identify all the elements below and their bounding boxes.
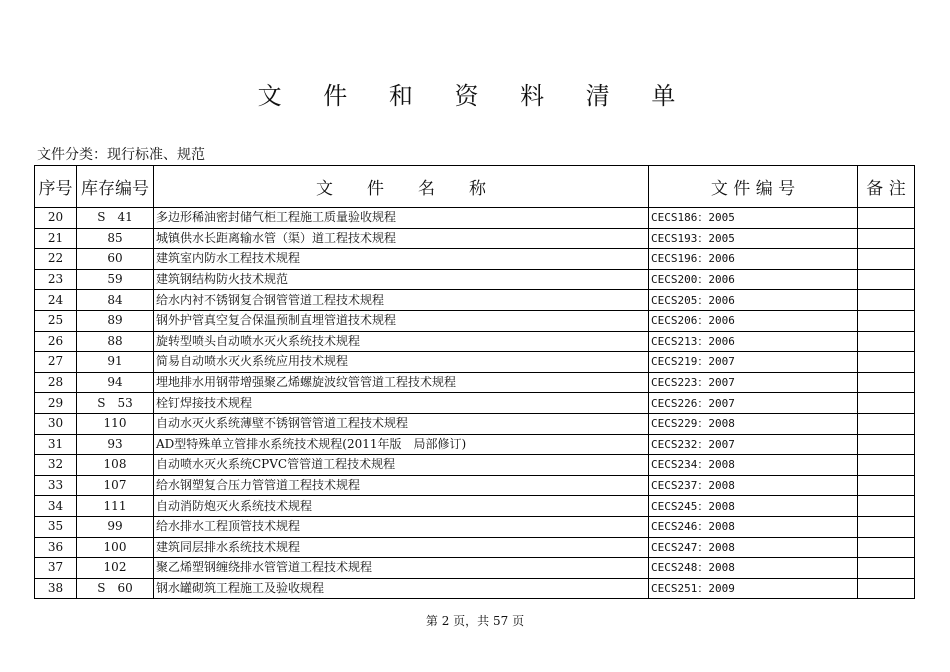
- table-row: [35, 496, 915, 517]
- row-file-number: CECS246：2008: [649, 516, 858, 537]
- row-seq: 31: [35, 434, 77, 455]
- table-row: [35, 455, 915, 476]
- row-inventory-number: S 41: [77, 208, 154, 229]
- header-remark: 备 注: [858, 166, 915, 208]
- row-seq: 20: [35, 208, 77, 229]
- row-remark: [858, 455, 915, 476]
- row-remark: [858, 578, 915, 599]
- row-inventory-number: 93: [77, 434, 154, 455]
- row-seq: 25: [35, 310, 77, 331]
- row-seq: 27: [35, 352, 77, 373]
- row-remark: [858, 434, 915, 455]
- table-row: [35, 228, 915, 249]
- header-file-name: 文 件 名 称: [154, 166, 649, 208]
- row-file-name: 自动水灭火系统薄壁不锈钢管管道工程技术规程: [154, 413, 649, 434]
- table-row: [35, 372, 915, 393]
- row-file-number: CECS205：2006: [649, 290, 858, 311]
- row-seq: 37: [35, 558, 77, 579]
- row-inventory-number: 99: [77, 516, 154, 537]
- table-row: [35, 475, 915, 496]
- row-file-number: CECS251：2009: [649, 578, 858, 599]
- row-file-name: 自动消防炮灭火系统技术规程: [154, 496, 649, 517]
- row-file-number: CECS245：2008: [649, 496, 858, 517]
- table-row: [35, 434, 915, 455]
- row-inventory-number: 60: [77, 249, 154, 270]
- table-row: [35, 290, 915, 311]
- row-inventory-number: 84: [77, 290, 154, 311]
- row-remark: [858, 331, 915, 352]
- row-seq: 33: [35, 475, 77, 496]
- row-file-name: 自动喷水灭火系统CPVC管管道工程技术规程: [154, 455, 649, 476]
- row-inventory-number: 89: [77, 310, 154, 331]
- row-file-name: 钢外护管真空复合保温预制直埋管道技术规程: [154, 310, 649, 331]
- table-row: [35, 537, 915, 558]
- row-inventory-number: 110: [77, 413, 154, 434]
- row-file-number: CECS206：2006: [649, 310, 858, 331]
- row-file-name: AD型特殊单立管排水系统技术规程(2011年版 局部修订): [154, 434, 649, 455]
- row-remark: [858, 352, 915, 373]
- row-remark: [858, 372, 915, 393]
- row-file-number: CECS223：2007: [649, 372, 858, 393]
- row-file-number: CECS229：2008: [649, 413, 858, 434]
- row-inventory-number: 102: [77, 558, 154, 579]
- row-remark: [858, 290, 915, 311]
- table-row: [35, 393, 915, 414]
- row-file-number: CECS234：2008: [649, 455, 858, 476]
- row-seq: 32: [35, 455, 77, 476]
- row-seq: 29: [35, 393, 77, 414]
- row-seq: 38: [35, 578, 77, 599]
- file-category-label: 文件分类：现行标准、规范: [37, 147, 205, 163]
- row-remark: [858, 393, 915, 414]
- row-file-number: CECS248：2008: [649, 558, 858, 579]
- table-row: [35, 269, 915, 290]
- header-inventory-number: 库存编号: [77, 166, 154, 208]
- table-body: [35, 208, 915, 599]
- row-file-name: 建筑同层排水系统技术规程: [154, 537, 649, 558]
- row-remark: [858, 208, 915, 229]
- row-file-name: 简易自动喷水灭火系统应用技术规程: [154, 352, 649, 373]
- row-inventory-number: 94: [77, 372, 154, 393]
- row-file-number: CECS196：2006: [649, 249, 858, 270]
- row-remark: [858, 496, 915, 517]
- row-file-name: 旋转型喷头自动喷水灭火系统技术规程: [154, 331, 649, 352]
- row-file-number: CECS213：2006: [649, 331, 858, 352]
- row-file-name: 建筑钢结构防火技术规范: [154, 269, 649, 290]
- header-seq: 序号: [35, 166, 77, 208]
- table-header-row: [35, 166, 915, 208]
- row-remark: [858, 537, 915, 558]
- row-file-name: 栓钉焊接技术规程: [154, 393, 649, 414]
- row-remark: [858, 516, 915, 537]
- row-seq: 24: [35, 290, 77, 311]
- row-remark: [858, 475, 915, 496]
- table-row: [35, 331, 915, 352]
- table-row: [35, 516, 915, 537]
- row-file-number: CECS237：2008: [649, 475, 858, 496]
- row-inventory-number: 108: [77, 455, 154, 476]
- row-file-number: CECS186：2005: [649, 208, 858, 229]
- row-file-name: 城镇供水长距离输水管（渠）道工程技术规程: [154, 228, 649, 249]
- table-row: [35, 310, 915, 331]
- row-file-number: CECS200：2006: [649, 269, 858, 290]
- row-remark: [858, 249, 915, 270]
- row-seq: 22: [35, 249, 77, 270]
- row-inventory-number: 111: [77, 496, 154, 517]
- row-remark: [858, 413, 915, 434]
- row-inventory-number: S 53: [77, 393, 154, 414]
- row-seq: 26: [35, 331, 77, 352]
- table-row: [35, 352, 915, 373]
- row-file-number: CECS193：2005: [649, 228, 858, 249]
- row-inventory-number: 91: [77, 352, 154, 373]
- row-seq: 36: [35, 537, 77, 558]
- row-file-name: 埋地排水用钢带增强聚乙烯螺旋波纹管管道工程技术规程: [154, 372, 649, 393]
- document-title: 文 件 和 资 料 清 单: [257, 82, 693, 110]
- header-file-number: 文 件 编 号: [649, 166, 858, 208]
- table-row: [35, 208, 915, 229]
- row-file-name: 聚乙烯塑钢缠绕排水管管道工程技术规程: [154, 558, 649, 579]
- table-row: [35, 413, 915, 434]
- row-file-name: 建筑室内防水工程技术规程: [154, 249, 649, 270]
- row-inventory-number: 100: [77, 537, 154, 558]
- row-file-number: CECS226：2007: [649, 393, 858, 414]
- row-seq: 23: [35, 269, 77, 290]
- row-file-name: 多边形稀油密封储气柜工程施工质量验收规程: [154, 208, 649, 229]
- row-inventory-number: 107: [77, 475, 154, 496]
- row-file-number: CECS232：2007: [649, 434, 858, 455]
- row-inventory-number: S 60: [77, 578, 154, 599]
- row-file-name: 给水内衬不锈钢复合钢管管道工程技术规程: [154, 290, 649, 311]
- table-row: [35, 249, 915, 270]
- row-file-name: 给水排水工程顶管技术规程: [154, 516, 649, 537]
- row-remark: [858, 558, 915, 579]
- row-inventory-number: 85: [77, 228, 154, 249]
- row-seq: 28: [35, 372, 77, 393]
- row-inventory-number: 88: [77, 331, 154, 352]
- row-seq: 30: [35, 413, 77, 434]
- row-seq: 34: [35, 496, 77, 517]
- table-row: [35, 578, 915, 599]
- page-footer: 第 2 页，共 57 页: [425, 614, 525, 628]
- row-remark: [858, 269, 915, 290]
- row-file-name: 给水钢塑复合压力管管道工程技术规程: [154, 475, 649, 496]
- row-file-name: 钢水罐砌筑工程施工及验收规程: [154, 578, 649, 599]
- row-remark: [858, 228, 915, 249]
- table-row: [35, 558, 915, 579]
- row-inventory-number: 59: [77, 269, 154, 290]
- row-seq: 35: [35, 516, 77, 537]
- row-remark: [858, 310, 915, 331]
- row-file-number: CECS247：2008: [649, 537, 858, 558]
- document-list-table: [34, 165, 915, 599]
- row-file-number: CECS219：2007: [649, 352, 858, 373]
- row-seq: 21: [35, 228, 77, 249]
